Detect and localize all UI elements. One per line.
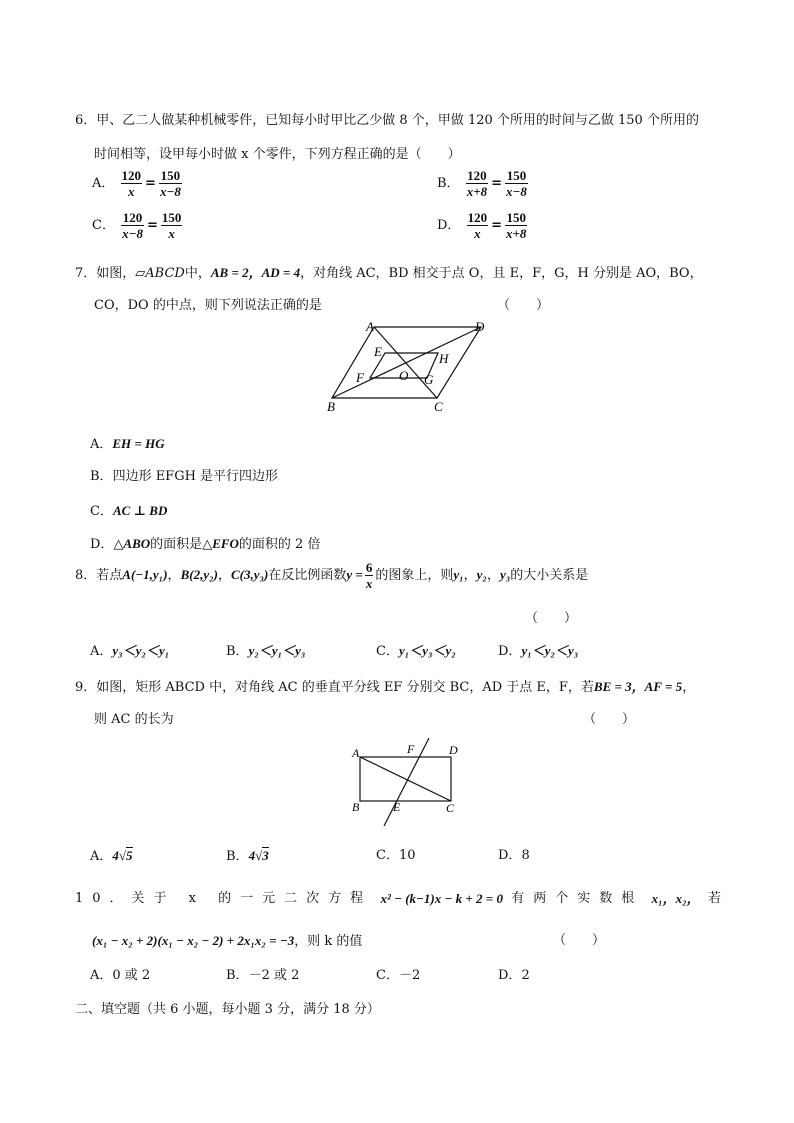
q9-option-c[interactable]: C．10 bbox=[376, 848, 416, 863]
q7-option-a[interactable]: A．EH = HG bbox=[90, 436, 165, 452]
q7-parallelogram-figure bbox=[320, 318, 490, 418]
q6-a-frac1: $\frac{120}{x}$ bbox=[121, 168, 142, 199]
q7-option-b[interactable]: B．四边形 EFGH 是平行四边形 bbox=[90, 469, 279, 484]
q9-option-d[interactable]: D．8 bbox=[498, 848, 530, 863]
label-f: F bbox=[407, 742, 415, 756]
q8-option-b[interactable]: B．y₂＜y₁＜y₃ bbox=[226, 643, 306, 659]
q6-d-frac2: $\frac{150}{x+8}$ bbox=[505, 210, 527, 241]
label-d: D bbox=[449, 743, 458, 757]
q6-option-a[interactable]: A． $\frac{120}{x}$ = $\frac{150}{x-8}$ bbox=[92, 168, 181, 199]
q6-line1: 6．甲、乙二人做某种机械零件，已知每小时甲比乙少做 8 个，甲做 120 个所用的时间与乙做 150 个所用的 bbox=[75, 113, 699, 128]
q10-option-d[interactable]: D．2 bbox=[498, 968, 530, 983]
label-g: G bbox=[424, 372, 434, 387]
label-h: H bbox=[439, 351, 449, 366]
q7-line1: 7．如图，▱ABCD中，AB = 2，AD = 4，对角线 AC，BD 相交于点 O，且 E，F，G，H 分别是 AO，BO， bbox=[75, 265, 703, 281]
q6-option-d[interactable]: D． $\frac{120}{x}$ = $\frac{150}{x+8}$ bbox=[437, 210, 527, 241]
q10-line1: 10．关于 x 的一元二次方程 x² − (k−1)x − k + 2 = 0 有两个实数根 x₁，x₂， 若 bbox=[75, 891, 721, 906]
q6-b-frac1: $\frac{120}{x+8}$ bbox=[466, 168, 488, 199]
q8-option-c[interactable]: C．y₁＜y₃＜y₂ bbox=[376, 643, 456, 659]
q9-answer-paren: （ ） bbox=[583, 712, 636, 727]
q10-line2: (x₁ − x₂ + 2)(x₁ − x₂ − 2) + 2x₁x₂ = −3，则 k 的值 bbox=[92, 933, 363, 949]
q10-answer-paren: （ ） bbox=[553, 933, 606, 948]
q7-line2: CO，DO 的中点，则下列说法正确的是 bbox=[94, 298, 322, 313]
q8-option-d[interactable]: D．y₁＜y₂＜y₃ bbox=[498, 643, 579, 659]
label-a: A bbox=[352, 746, 360, 760]
q8-line1: 8．若点A(−1,y₁)，B(2,y₂)，C(3,y₃)在反比例函数y = $\frac{6}{x}$ 的图象上，则y₁，y₂，y₃的大小关系是 bbox=[75, 560, 589, 591]
q7-option-c[interactable]: C．AC ⊥ BD bbox=[90, 503, 168, 519]
q9-option-a[interactable]: A．4√5 bbox=[90, 848, 133, 864]
label-e: E bbox=[374, 344, 382, 359]
q6-d-frac1: $\frac{120}{x}$ bbox=[467, 210, 488, 241]
label-c: C bbox=[446, 801, 455, 815]
q6-option-b[interactable]: B． $\frac{120}{x+8}$ = $\frac{150}{x-8}$ bbox=[437, 168, 527, 199]
q8-answer-paren: （ ） bbox=[525, 611, 578, 626]
label-b: B bbox=[352, 800, 360, 814]
label-b: B bbox=[327, 399, 335, 414]
q9-rectangle-figure bbox=[348, 738, 464, 830]
label-a: A bbox=[366, 319, 374, 334]
label-d: D bbox=[475, 319, 485, 334]
q7-answer-paren: （ ） bbox=[497, 298, 550, 313]
q6-a-frac2: $\frac{150}{x-8}$ bbox=[159, 168, 181, 199]
q6-c-frac2: $\frac{150}{x}$ bbox=[161, 210, 182, 241]
label-f: F bbox=[356, 370, 364, 385]
q6-b-frac2: $\frac{150}{x-8}$ bbox=[506, 168, 527, 199]
label-o: O bbox=[399, 368, 409, 383]
q9-line1: 9．如图，矩形 ABCD 中，对角线 AC 的垂直平分线 EF 分别交 BC，AD 于点 E，F，若BE = 3，AF = 5， bbox=[75, 679, 696, 695]
q6-line2: 时间相等，设甲每小时做 x 个零件，下列方程正确的是（ ） bbox=[94, 147, 461, 162]
q8-option-a[interactable]: A．y₃＜y₂＜y₁ bbox=[90, 643, 170, 659]
section2-title: 二、填空题（共 6 小题，每小题 3 分，满分 18 分） bbox=[75, 1002, 380, 1017]
label-e: E bbox=[393, 800, 401, 814]
q10-option-b[interactable]: B．－2 或 2 bbox=[226, 968, 300, 983]
q6-c-frac1: $\frac{120}{x-8}$ bbox=[122, 210, 143, 241]
q6-option-c[interactable]: C． $\frac{120}{x-8}$ = $\frac{150}{x}$ bbox=[92, 210, 182, 241]
q9-option-b[interactable]: B．4√3 bbox=[226, 848, 269, 864]
q7-option-d[interactable]: D．△ABO的面积是△EFO的面积的 2 倍 bbox=[90, 536, 321, 552]
q9-line2: 则 AC 的长为 bbox=[94, 712, 174, 727]
q10-option-a[interactable]: A．0 或 2 bbox=[90, 968, 151, 983]
q10-option-c[interactable]: C．－2 bbox=[376, 968, 421, 983]
q8-func-fraction: $\frac{6}{x}$ bbox=[365, 560, 373, 591]
diagonal-ac bbox=[360, 757, 451, 801]
label-c: C bbox=[434, 399, 443, 414]
